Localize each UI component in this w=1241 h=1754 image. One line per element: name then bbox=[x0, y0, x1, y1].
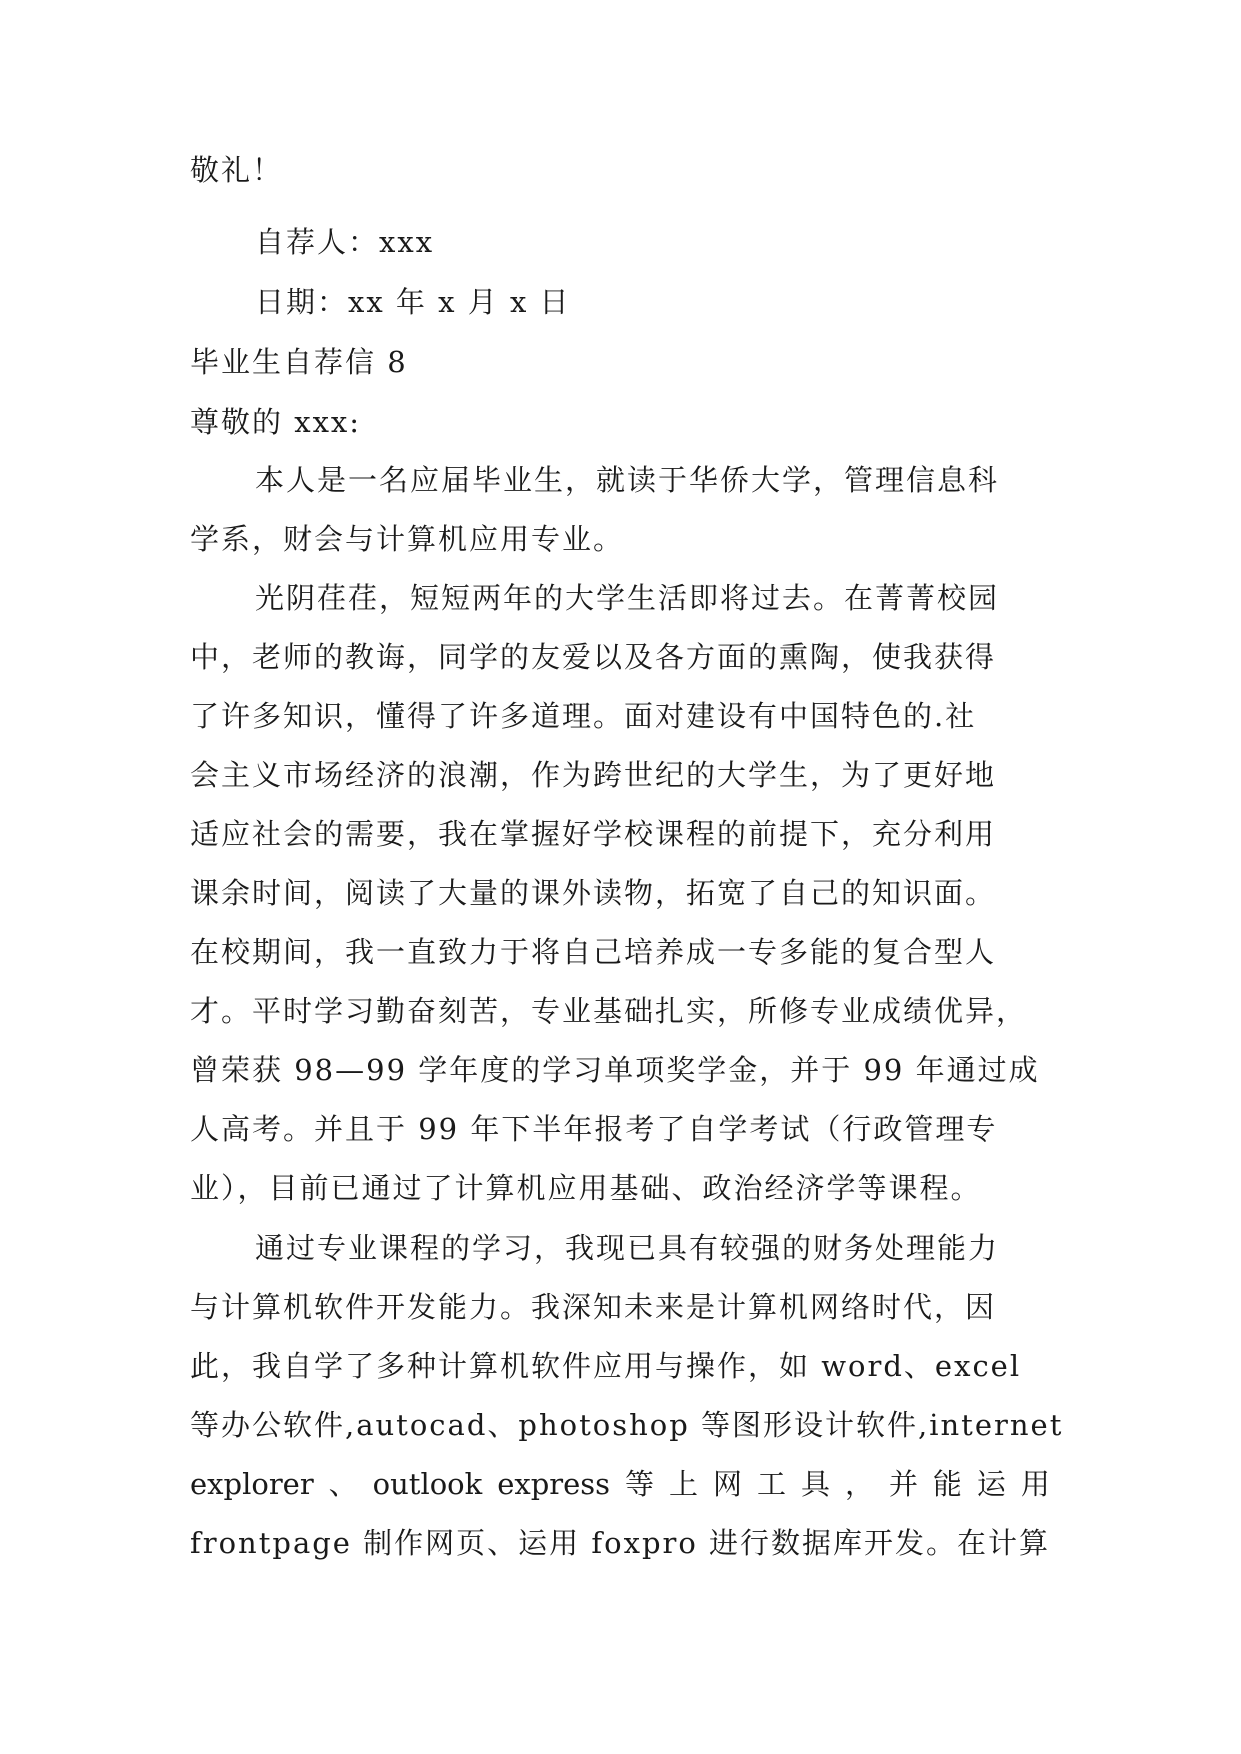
paragraph-line: 通过专业课程的学习，我现已具有较强的财务处理能力 bbox=[255, 1231, 1000, 1265]
paragraph-line: 会主义市场经济的浪潮，作为跨世纪的大学生，为了更好地 bbox=[190, 758, 997, 792]
word: express bbox=[497, 1467, 611, 1501]
paragraph-line: 曾荣获 98—99 学年度的学习单项奖学金，并于 99 年通过成 bbox=[190, 1053, 1040, 1087]
word: 工 bbox=[756, 1467, 786, 1501]
paragraph-line: 人高考。并且于 99 年下半年报考了自学考试（行政管理专 bbox=[190, 1112, 998, 1146]
paragraph-line: 适应社会的需要，我在掌握好学校课程的前提下，充分利用 bbox=[190, 817, 997, 851]
word: explorer bbox=[190, 1467, 314, 1501]
paragraph-line-justified bbox=[190, 1464, 1050, 1504]
word: 能 bbox=[932, 1467, 962, 1501]
signature-date: 日期：xx 年 x 月 x 日 bbox=[255, 285, 571, 319]
word: 并 bbox=[888, 1467, 918, 1501]
word: 具 bbox=[800, 1467, 830, 1501]
word: outlook bbox=[372, 1467, 483, 1501]
paragraph-line: 本人是一名应届毕业生，就读于华侨大学，管理信息科 bbox=[255, 463, 1000, 497]
paragraph-line: frontpage 制作网页、运用 foxpro 进行数据库开发。在计算 bbox=[190, 1526, 1051, 1560]
paragraph-line: 在校期间，我一直致力于将自己培养成一专多能的复合型人 bbox=[190, 935, 997, 969]
paragraph-line: 课余时间，阅读了大量的课外读物，拓宽了自己的知识面。 bbox=[190, 876, 997, 910]
paragraph-line: 才。平时学习勤奋刻苦，专业基础扎实，所修专业成绩优异， bbox=[190, 994, 1028, 1028]
word: 上 bbox=[669, 1467, 699, 1501]
paragraph-line: 光阴荏荏，短短两年的大学生活即将过去。在菁菁校园 bbox=[255, 581, 1000, 615]
word: 、 bbox=[328, 1467, 358, 1501]
word: 用 bbox=[1020, 1467, 1050, 1501]
paragraph-line: 等办公软件,autocad、photoshop 等图形设计软件,internet bbox=[190, 1408, 1064, 1442]
word: 运 bbox=[976, 1467, 1006, 1501]
paragraph-line: 学系，财会与计算机应用专业。 bbox=[190, 522, 625, 556]
word: ， bbox=[844, 1467, 874, 1501]
paragraph-line: 业），目前已通过了计算机应用基础、政治经济学等课程。 bbox=[190, 1171, 982, 1205]
paragraph-line: 此，我自学了多种计算机软件应用与操作，如 word、excel bbox=[190, 1349, 1022, 1383]
letter-closing: 敬礼！ bbox=[190, 153, 284, 187]
paragraph-line: 与计算机软件开发能力。我深知未来是计算机网络时代，因 bbox=[190, 1290, 997, 1324]
section-heading: 毕业生自荐信 8 bbox=[190, 345, 408, 379]
signature-author: 自荐人：xxx bbox=[255, 225, 435, 259]
paragraph-line: 了许多知识，懂得了许多道理。面对建设有中国特色的.社 bbox=[190, 699, 977, 733]
word: 等 bbox=[625, 1467, 655, 1501]
word: 网 bbox=[713, 1467, 743, 1501]
paragraph-line: 中，老师的教诲，同学的友爱以及各方面的熏陶，使我获得 bbox=[190, 640, 997, 674]
letter-salutation: 尊敬的 xxx: bbox=[190, 405, 362, 439]
